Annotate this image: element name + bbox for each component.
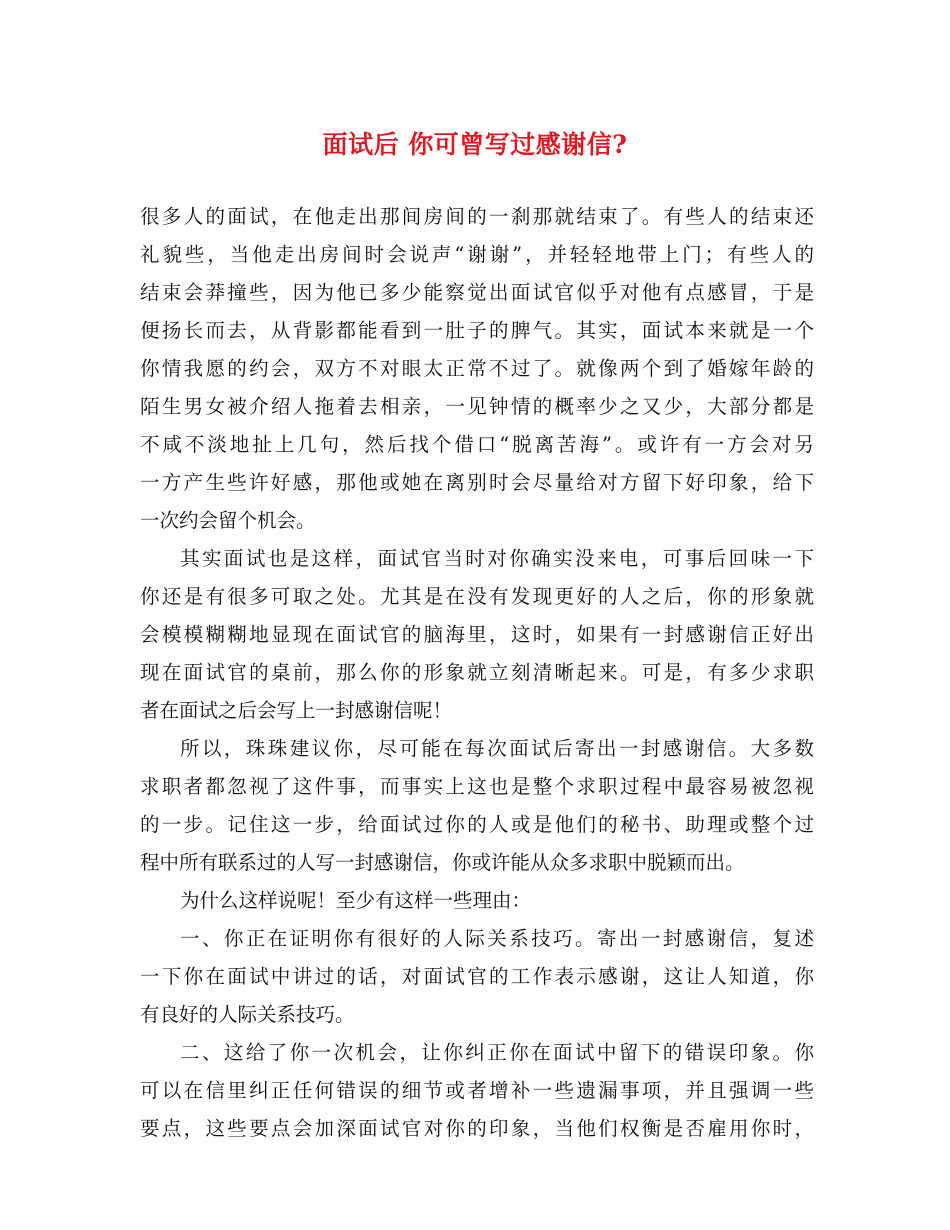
paragraph-line: 所以，珠珠建议你，尽可能在每次面试后寄出一封感谢信。大多数 — [180, 737, 814, 760]
paragraph — [140, 1034, 814, 1148]
paragraph-line: 程中所有联系过的人写一封感谢信，你或许能从众多求职中脱颖而出。 — [140, 851, 745, 874]
paragraph — [140, 920, 814, 1034]
paragraph-line: 礼貌些，当他走出房间时会说声“谢谢”，并轻轻地带上门；有些人的 — [140, 243, 814, 266]
paragraph — [140, 540, 814, 730]
paragraph-line: 结束会莽撞些，因为他已多少能察觉出面试官似乎对他有点感冒，于是 — [140, 281, 814, 304]
paragraph — [140, 882, 814, 920]
paragraph-line: 求职者都忽视了这件事，而事实上这也是整个求职过程中最容易被忽视 — [140, 775, 814, 798]
paragraph-line: 现在面试官的桌前，那么你的形象就立刻清晰起来。可是，有多少求职 — [140, 661, 814, 684]
paragraph-line: 一方产生些许好感，那他或她在离别时会尽量给对方留下好印象，给下 — [140, 471, 814, 494]
paragraph-line: 可以在信里纠正任何错误的细节或者增补一些遗漏事项，并且强调一些 — [140, 1079, 814, 1102]
paragraph-line: 很多人的面试，在他走出那间房间的一刹那就结束了。有些人的结束还 — [140, 205, 814, 228]
paragraph-line: 二、这给了你一次机会，让你纠正你在面试中留下的错误印象。你 — [180, 1041, 814, 1064]
paragraph-line: 有良好的人际关系技巧。 — [140, 1003, 355, 1026]
paragraph-line: 一下你在面试中讲过的话，对面试官的工作表示感谢，这让人知道，你 — [140, 965, 814, 988]
paragraph-line: 你还是有很多可取之处。尤其是在没有发现更好的人之后，你的形象就 — [140, 585, 814, 608]
document-body — [140, 198, 814, 1148]
paragraph-line: 的一步。记住这一步，给面试过你的人或是他们的秘书、助理或整个过 — [140, 813, 814, 836]
paragraph-line: 其实面试也是这样，面试官当时对你确实没来电，可事后回味一下 — [180, 547, 814, 570]
paragraph-line: 者在面试之后会写上一封感谢信呢！ — [140, 699, 453, 722]
paragraph-line: 一次约会留个机会。 — [140, 509, 316, 532]
paragraph-line: 会模模糊糊地显现在面试官的脑海里，这时，如果有一封感谢信正好出 — [140, 623, 814, 646]
paragraph-line: 一、你正在证明你有很好的人际关系技巧。寄出一封感谢信，复述 — [180, 927, 814, 950]
paragraph-line: 为什么这样说呢！至少有这样一些理由： — [180, 889, 532, 912]
document-title: 面试后 你可曾写过感谢信? — [322, 130, 628, 159]
paragraph — [140, 198, 814, 540]
paragraph-line: 要点，这些要点会加深面试官对你的印象，当他们权衡是否雇用你时， — [140, 1117, 814, 1140]
paragraph-line: 便扬长而去，从背影都能看到一肚子的脾气。其实，面试本来就是一个 — [140, 319, 814, 342]
paragraph — [140, 730, 814, 882]
paragraph-line: 不咸不淡地扯上几句，然后找个借口“脱离苦海”。或许有一方会对另 — [140, 433, 814, 456]
paragraph-line: 陌生男女被介绍人拖着去相亲，一见钟情的概率少之又少，大部分都是 — [140, 395, 814, 418]
paragraph-line: 你情我愿的约会，双方不对眼太正常不过了。就像两个到了婚嫁年龄的 — [140, 357, 814, 380]
